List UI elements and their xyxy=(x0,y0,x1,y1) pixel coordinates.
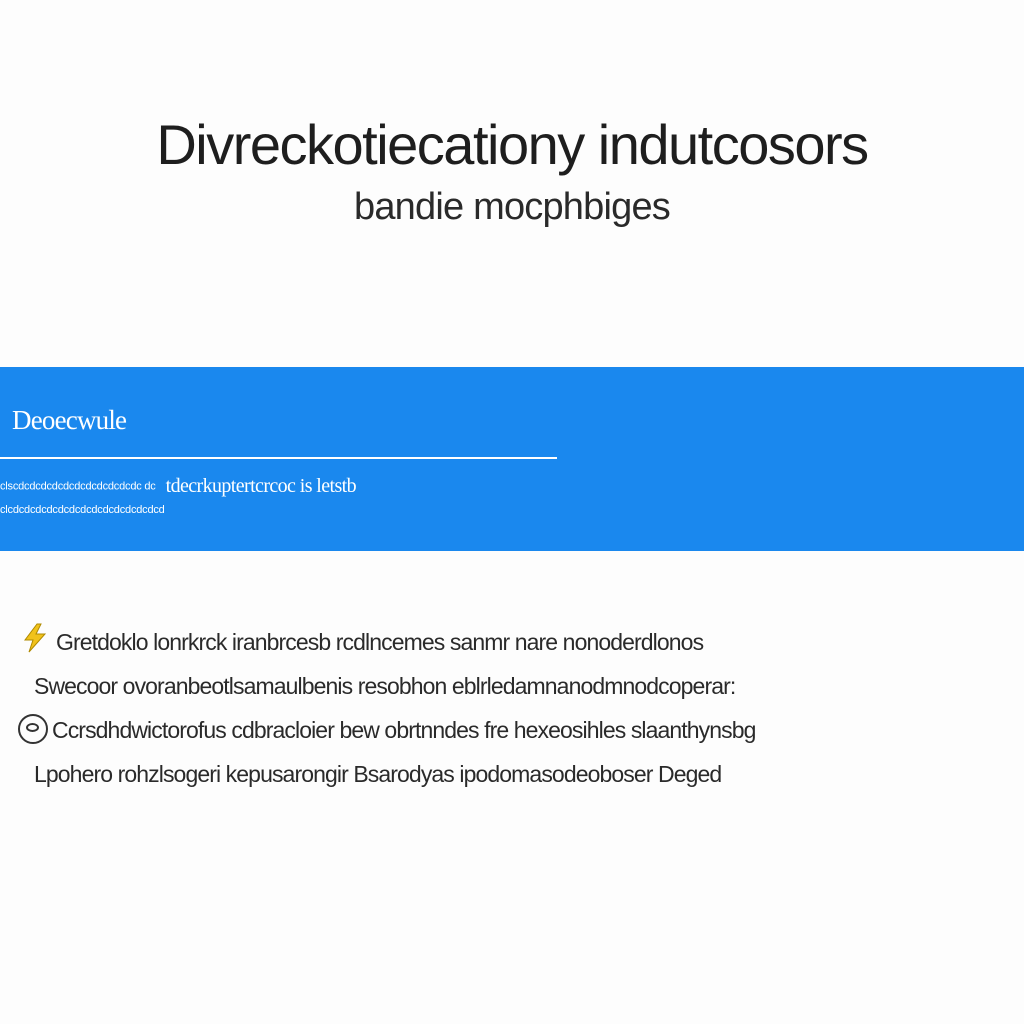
body-line-3 xyxy=(18,708,1008,752)
body-line-3-text: Ccrsdhdwictorofus cdbracloier bew obrtnndes fre hexeosihles slaanthynsbg xyxy=(52,717,756,743)
document-header xyxy=(0,110,1024,232)
banner-line-1-small: clscdcdcdcdcdcdcdcdcdcdcdc dc xyxy=(0,480,156,493)
body-text xyxy=(18,620,1008,796)
banner-divider xyxy=(0,457,557,459)
banner-line-1-large: tdecrkuptertcrcoc is letstb xyxy=(165,475,357,497)
lightning-icon xyxy=(20,623,50,653)
body-line-2: Swecoor ovoranbeotlsamaulbenis resobhon eblrledamnanodmnodcoperar: xyxy=(34,673,736,699)
document-title: Divreckotiecationy indutcosors xyxy=(156,113,868,176)
banner-text-line-1 xyxy=(0,475,356,498)
banner-heading: Deoecwule xyxy=(12,405,127,435)
banner-text-line-2: clcdcdcdcdcdcdcdcdcdcdcdcdcdcd xyxy=(0,504,165,516)
blue-banner xyxy=(0,367,1024,551)
body-line-4: Lpohero rohzlsogeri kepusarongir Bsarodyas ipodomasodeoboser Deged xyxy=(34,761,722,787)
body-line-1-text: Gretdoklo lonrkrck iranbrcesb rcdlncemes sanmr nare nonoderdlonos xyxy=(56,629,704,655)
body-line-1 xyxy=(18,620,1008,664)
at-sign-icon xyxy=(18,714,48,744)
document-subtitle: bandie mocphbiges xyxy=(354,186,670,228)
